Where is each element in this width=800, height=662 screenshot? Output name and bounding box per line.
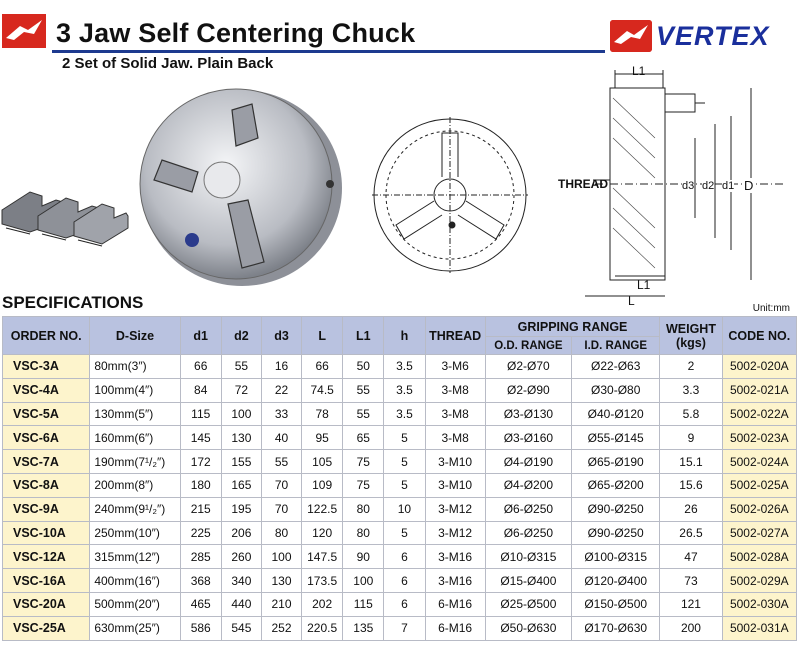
cell-L1: 115 bbox=[343, 592, 384, 616]
cell-thread: 3-M12 bbox=[425, 497, 485, 521]
chuck-front-view-diagram bbox=[370, 115, 530, 275]
cell-code: 5002-024A bbox=[722, 450, 796, 474]
cell-d2: 340 bbox=[221, 569, 261, 593]
cell-d1: 84 bbox=[180, 378, 221, 402]
cell-d2: 440 bbox=[221, 592, 261, 616]
eagle-icon bbox=[2, 14, 46, 48]
cell-weight: 26 bbox=[660, 497, 722, 521]
brand-logo bbox=[610, 18, 795, 54]
cell-L1: 90 bbox=[343, 545, 384, 569]
cell-id: Ø40-Ø120 bbox=[572, 402, 660, 426]
cell-d3: 16 bbox=[261, 355, 301, 379]
cell-d3: 70 bbox=[261, 497, 301, 521]
cell-d2: 72 bbox=[221, 378, 261, 402]
cell-d2: 130 bbox=[221, 426, 261, 450]
cell-d3: 80 bbox=[261, 521, 301, 545]
cell-od: Ø15-Ø400 bbox=[485, 569, 571, 593]
cell-id: Ø65-Ø190 bbox=[572, 450, 660, 474]
cell-h: 5 bbox=[384, 473, 425, 497]
cell-code: 5002-031A bbox=[722, 616, 796, 640]
cell-code: 5002-027A bbox=[722, 521, 796, 545]
cell-d3: 100 bbox=[261, 545, 301, 569]
page-subtitle: 2 Set of Solid Jaw. Plain Back bbox=[62, 55, 274, 72]
dim-L: L bbox=[628, 294, 635, 308]
table-row bbox=[3, 545, 797, 569]
cell-d1: 172 bbox=[180, 450, 221, 474]
cell-d2: 195 bbox=[221, 497, 261, 521]
cell-od: Ø10-Ø315 bbox=[485, 545, 571, 569]
cell-thread: 3-M16 bbox=[425, 569, 485, 593]
cell-id: Ø30-Ø80 bbox=[572, 378, 660, 402]
table-row bbox=[3, 592, 797, 616]
cell-od: Ø3-Ø160 bbox=[485, 426, 571, 450]
cell-order: VSC-20A bbox=[3, 592, 90, 616]
cell-d1: 66 bbox=[180, 355, 221, 379]
dim-L1-top: L1 bbox=[632, 64, 646, 78]
specifications-title: SPECIFICATIONS bbox=[2, 293, 144, 312]
cell-L: 220.5 bbox=[302, 616, 343, 640]
cell-d1: 145 bbox=[180, 426, 221, 450]
cell-d3: 130 bbox=[261, 569, 301, 593]
dim-L1-bottom: L1 bbox=[637, 278, 651, 292]
cell-d3: 22 bbox=[261, 378, 301, 402]
cell-order: VSC-8A bbox=[3, 473, 90, 497]
thread-label: THREAD bbox=[558, 177, 608, 191]
header-d2: d2 bbox=[221, 317, 261, 355]
cell-weight: 47 bbox=[660, 545, 722, 569]
cell-L: 66 bbox=[302, 355, 343, 379]
cell-h: 6 bbox=[384, 592, 425, 616]
cell-d1: 115 bbox=[180, 402, 221, 426]
cell-id: Ø170-Ø630 bbox=[572, 616, 660, 640]
cell-dsize: 160mm(6″) bbox=[90, 426, 180, 450]
cell-L: 78 bbox=[302, 402, 343, 426]
cell-order: VSC-10A bbox=[3, 521, 90, 545]
header-thread: THREAD bbox=[425, 317, 485, 355]
cell-od: Ø6-Ø250 bbox=[485, 497, 571, 521]
dim-d3: d3 bbox=[682, 180, 695, 192]
cell-dsize: 250mm(10″) bbox=[90, 521, 180, 545]
cell-dsize: 630mm(25″) bbox=[90, 616, 180, 640]
header-d3: d3 bbox=[261, 317, 301, 355]
cell-d1: 215 bbox=[180, 497, 221, 521]
table-row bbox=[3, 569, 797, 593]
cell-od: Ø4-Ø200 bbox=[485, 473, 571, 497]
specifications-table bbox=[2, 316, 797, 641]
cell-od: Ø2-Ø70 bbox=[485, 355, 571, 379]
table-row bbox=[3, 426, 797, 450]
cell-h: 7 bbox=[384, 616, 425, 640]
cell-d3: 40 bbox=[261, 426, 301, 450]
chuck-photo bbox=[132, 80, 347, 290]
cell-d1: 586 bbox=[180, 616, 221, 640]
table-row bbox=[3, 473, 797, 497]
table-row bbox=[3, 497, 797, 521]
cell-L1: 55 bbox=[343, 402, 384, 426]
cell-d3: 210 bbox=[261, 592, 301, 616]
cell-od: Ø2-Ø90 bbox=[485, 378, 571, 402]
cell-id: Ø90-Ø250 bbox=[572, 521, 660, 545]
cell-d1: 285 bbox=[180, 545, 221, 569]
table-row bbox=[3, 402, 797, 426]
cell-code: 5002-023A bbox=[722, 426, 796, 450]
cell-weight: 3.3 bbox=[660, 378, 722, 402]
cell-h: 3.5 bbox=[384, 378, 425, 402]
cell-h: 5 bbox=[384, 521, 425, 545]
cell-thread: 3-M16 bbox=[425, 545, 485, 569]
cell-L: 120 bbox=[302, 521, 343, 545]
solid-jaws-image bbox=[0, 170, 130, 250]
cell-d2: 155 bbox=[221, 450, 261, 474]
header-weight-unit: (kgs) bbox=[676, 335, 706, 350]
cell-weight: 2 bbox=[660, 355, 722, 379]
cell-L1: 75 bbox=[343, 450, 384, 474]
cell-L1: 50 bbox=[343, 355, 384, 379]
cell-order: VSC-7A bbox=[3, 450, 90, 474]
table-row bbox=[3, 450, 797, 474]
cell-code: 5002-029A bbox=[722, 569, 796, 593]
header-d1: d1 bbox=[180, 317, 221, 355]
header-dsize: D-Size bbox=[90, 317, 180, 355]
table-row bbox=[3, 378, 797, 402]
cell-h: 6 bbox=[384, 545, 425, 569]
cell-code: 5002-026A bbox=[722, 497, 796, 521]
brand-eagle-icon bbox=[610, 20, 652, 52]
cell-L1: 75 bbox=[343, 473, 384, 497]
cell-L: 122.5 bbox=[302, 497, 343, 521]
header-weight bbox=[660, 317, 722, 355]
dim-d1: d1 bbox=[722, 180, 735, 192]
cell-dsize: 400mm(16″) bbox=[90, 569, 180, 593]
cell-id: Ø65-Ø200 bbox=[572, 473, 660, 497]
table-row bbox=[3, 355, 797, 379]
cell-d1: 465 bbox=[180, 592, 221, 616]
cell-order: VSC-3A bbox=[3, 355, 90, 379]
table-row bbox=[3, 521, 797, 545]
cell-d2: 545 bbox=[221, 616, 261, 640]
header-order: ORDER NO. bbox=[3, 317, 90, 355]
cell-order: VSC-12A bbox=[3, 545, 90, 569]
specifications-body bbox=[3, 355, 797, 641]
cell-code: 5002-030A bbox=[722, 592, 796, 616]
header-code: CODE NO. bbox=[722, 317, 796, 355]
title-divider bbox=[52, 50, 605, 53]
cell-dsize: 100mm(4″) bbox=[90, 378, 180, 402]
cell-dsize: 190mm(7¹/₂″) bbox=[90, 450, 180, 474]
cell-od: Ø25-Ø500 bbox=[485, 592, 571, 616]
cell-L1: 100 bbox=[343, 569, 384, 593]
cell-L: 147.5 bbox=[302, 545, 343, 569]
cell-thread: 3-M10 bbox=[425, 450, 485, 474]
header-L: L bbox=[302, 317, 343, 355]
cell-h: 5 bbox=[384, 450, 425, 474]
cell-weight: 26.5 bbox=[660, 521, 722, 545]
cell-d2: 100 bbox=[221, 402, 261, 426]
cell-thread: 6-M16 bbox=[425, 592, 485, 616]
cell-L1: 80 bbox=[343, 497, 384, 521]
cell-id: Ø100-Ø315 bbox=[572, 545, 660, 569]
header-od: O.D. RANGE bbox=[485, 337, 571, 355]
brand-eagle-logo bbox=[2, 14, 46, 48]
cell-d3: 55 bbox=[261, 450, 301, 474]
cell-id: Ø90-Ø250 bbox=[572, 497, 660, 521]
cell-order: VSC-6A bbox=[3, 426, 90, 450]
table-row bbox=[3, 616, 797, 640]
cell-thread: 3-M8 bbox=[425, 378, 485, 402]
cell-dsize: 500mm(20″) bbox=[90, 592, 180, 616]
cell-order: VSC-25A bbox=[3, 616, 90, 640]
cell-h: 3.5 bbox=[384, 355, 425, 379]
cell-weight: 9 bbox=[660, 426, 722, 450]
cell-code: 5002-021A bbox=[722, 378, 796, 402]
cell-h: 10 bbox=[384, 497, 425, 521]
cell-d2: 55 bbox=[221, 355, 261, 379]
cell-h: 3.5 bbox=[384, 402, 425, 426]
cell-d1: 180 bbox=[180, 473, 221, 497]
header-weight-label: WEIGHT bbox=[665, 321, 716, 336]
cell-L: 109 bbox=[302, 473, 343, 497]
cell-L: 105 bbox=[302, 450, 343, 474]
cell-dsize: 200mm(8″) bbox=[90, 473, 180, 497]
cell-dsize: 80mm(3″) bbox=[90, 355, 180, 379]
cell-d1: 225 bbox=[180, 521, 221, 545]
cell-h: 5 bbox=[384, 426, 425, 450]
cell-thread: 3-M8 bbox=[425, 426, 485, 450]
cell-weight: 5.8 bbox=[660, 402, 722, 426]
page-title: 3 Jaw Self Centering Chuck bbox=[56, 18, 416, 48]
cell-od: Ø3-Ø130 bbox=[485, 402, 571, 426]
header-id: I.D. RANGE bbox=[572, 337, 660, 355]
cell-L: 74.5 bbox=[302, 378, 343, 402]
cell-order: VSC-16A bbox=[3, 569, 90, 593]
cell-weight: 200 bbox=[660, 616, 722, 640]
cell-dsize: 240mm(9¹/₂″) bbox=[90, 497, 180, 521]
cell-d1: 368 bbox=[180, 569, 221, 593]
header-h: h bbox=[384, 317, 425, 355]
cell-d3: 70 bbox=[261, 473, 301, 497]
cell-weight: 15.6 bbox=[660, 473, 722, 497]
cell-d2: 165 bbox=[221, 473, 261, 497]
header-L1: L1 bbox=[343, 317, 384, 355]
cell-weight: 121 bbox=[660, 592, 722, 616]
cell-od: Ø4-Ø190 bbox=[485, 450, 571, 474]
cell-od: Ø50-Ø630 bbox=[485, 616, 571, 640]
cell-L: 202 bbox=[302, 592, 343, 616]
cell-order: VSC-9A bbox=[3, 497, 90, 521]
cell-d3: 33 bbox=[261, 402, 301, 426]
cell-weight: 15.1 bbox=[660, 450, 722, 474]
cell-dsize: 130mm(5″) bbox=[90, 402, 180, 426]
cell-code: 5002-020A bbox=[722, 355, 796, 379]
cell-thread: 3-M8 bbox=[425, 402, 485, 426]
brand-name: VERTEX bbox=[656, 20, 770, 51]
cell-od: Ø6-Ø250 bbox=[485, 521, 571, 545]
cell-order: VSC-4A bbox=[3, 378, 90, 402]
cell-d2: 206 bbox=[221, 521, 261, 545]
cell-d3: 252 bbox=[261, 616, 301, 640]
cell-id: Ø120-Ø400 bbox=[572, 569, 660, 593]
cell-thread: 3-M6 bbox=[425, 355, 485, 379]
cell-code: 5002-025A bbox=[722, 473, 796, 497]
cell-id: Ø150-Ø500 bbox=[572, 592, 660, 616]
cell-L1: 80 bbox=[343, 521, 384, 545]
cell-L1: 135 bbox=[343, 616, 384, 640]
cell-L: 95 bbox=[302, 426, 343, 450]
dim-D: D bbox=[744, 178, 754, 193]
cell-thread: 6-M16 bbox=[425, 616, 485, 640]
unit-label: Unit:mm bbox=[752, 303, 790, 314]
cell-code: 5002-022A bbox=[722, 402, 796, 426]
cell-id: Ø22-Ø63 bbox=[572, 355, 660, 379]
cell-L: 173.5 bbox=[302, 569, 343, 593]
cell-order: VSC-5A bbox=[3, 402, 90, 426]
dim-d2: d2 bbox=[702, 180, 715, 192]
cell-L1: 65 bbox=[343, 426, 384, 450]
cell-thread: 3-M12 bbox=[425, 521, 485, 545]
cell-dsize: 315mm(12″) bbox=[90, 545, 180, 569]
cell-id: Ø55-Ø145 bbox=[572, 426, 660, 450]
cell-code: 5002-028A bbox=[722, 545, 796, 569]
cell-thread: 3-M10 bbox=[425, 473, 485, 497]
cell-weight: 73 bbox=[660, 569, 722, 593]
header-gripping: GRIPPING RANGE bbox=[485, 317, 660, 337]
cell-L1: 55 bbox=[343, 378, 384, 402]
cell-h: 6 bbox=[384, 569, 425, 593]
cell-d2: 260 bbox=[221, 545, 261, 569]
